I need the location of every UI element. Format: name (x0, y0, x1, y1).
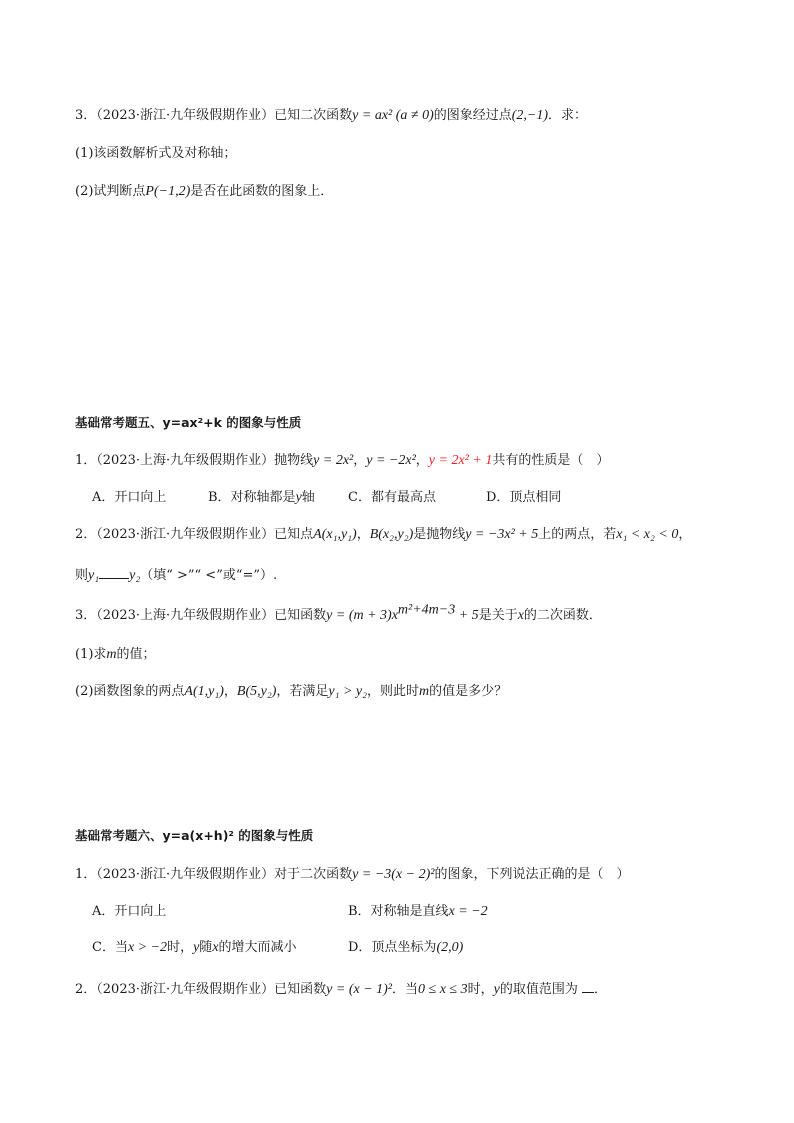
formula-highlighted: y = 2x² + 1 (428, 453, 493, 468)
option-c[interactable] (92, 939, 297, 957)
s6-q2-stem (75, 980, 607, 999)
formula: y₂ (129, 568, 141, 583)
part-text: 的值是多少？ (429, 684, 508, 699)
formula: 0 ≤ x ≤ 3 (418, 982, 468, 997)
formula: y (493, 982, 500, 997)
part-text: 的值； (116, 647, 156, 662)
formula: y = (x − 1)² (326, 982, 392, 997)
option-d[interactable] (348, 939, 463, 957)
question-source: （2023·上海·九年级假期作业） (96, 608, 275, 623)
separator: ， (223, 684, 237, 699)
formula: y₁ (88, 568, 100, 583)
stem-text: 共有的性质是（ ） (492, 453, 610, 468)
formula: x₁ < x₂ < 0 (616, 527, 679, 542)
question-source: （2023·上海·九年级假期作业） (96, 453, 275, 468)
stem-text: 的图象经过点 (433, 108, 512, 123)
formula: y₁ > y₂ (328, 684, 367, 699)
formula: y = 2x² (313, 453, 354, 468)
stem-text: 已知二次函数 (274, 108, 353, 123)
stem-text: 的取值范围为 (499, 982, 578, 997)
option-text: 轴 (301, 490, 315, 505)
question-number: 2． (75, 527, 97, 542)
stem-text: 上的两点，若 (538, 527, 617, 542)
option-text: B．对称轴都是 (208, 490, 296, 505)
question-source: （2023·浙江·九年级假期作业） (96, 982, 275, 997)
formula: y = (m + 3)x (326, 608, 398, 623)
s6-q1-stem (75, 866, 629, 884)
option-d[interactable]: D．顶点相同 (486, 490, 562, 505)
option-text: 时， (167, 940, 194, 955)
stem-text: 已知函数 (274, 982, 327, 997)
stem-text: 是关于 (478, 608, 518, 623)
option-text: 的增大而减小 (218, 940, 297, 955)
answer-blank[interactable] (582, 980, 594, 993)
s1-q3-part1 (75, 145, 236, 163)
question-number: 3． (75, 608, 97, 623)
part-text: ，则此时 (367, 684, 420, 699)
option-text: D．顶点坐标为 (348, 940, 437, 955)
formula: P(−1,2) (145, 184, 191, 199)
formula: x > −2 (127, 940, 168, 955)
section-heading-5: 基础常考题五、y=ax²+k 的图象与性质 (75, 415, 302, 430)
s5-q3-stem (75, 602, 602, 625)
stem-text: 是抛物线 (413, 527, 466, 542)
formula: y (193, 940, 200, 955)
part-text: (1)求 (75, 647, 107, 662)
stem-text: 对于二次函数 (274, 867, 353, 882)
separator: ， (356, 527, 370, 542)
formula: x (517, 608, 524, 623)
formula: y = −3(x − 2)² (352, 867, 435, 882)
stem-text: 时， (467, 982, 494, 997)
s5-q2-stem (75, 526, 691, 544)
formula: y (295, 490, 302, 505)
option-a[interactable]: A．开口向上 (92, 904, 167, 919)
part-text: 是否在此函数的图象上． (190, 184, 334, 199)
s1-q3-part2 (75, 183, 333, 201)
stem-text: 已知点 (274, 527, 314, 542)
formula: y = −3x² + 5 (465, 527, 539, 542)
formula: (2,0) (436, 940, 464, 955)
stem-text: 已知函数 (274, 608, 327, 623)
option-c[interactable]: C．都有最高点 (348, 490, 436, 505)
answer-blank[interactable] (99, 566, 129, 579)
formula: x = −2 (448, 904, 488, 919)
separator: ， (415, 453, 429, 468)
question-number: 2． (75, 982, 97, 997)
stem-text: 抛物线 (274, 453, 314, 468)
formula: (2,−1) (511, 108, 549, 123)
s5-q1-stem (75, 452, 609, 470)
formula: A(x₁,y₁) (313, 527, 357, 542)
formula: B(5,y₂) (236, 684, 277, 699)
stem-text: （填“ >”“ <”或“=”）. (140, 568, 278, 583)
part-text: (2)试判断点 (75, 184, 146, 199)
part-text: (1)该函数解析式及对称轴； (75, 146, 237, 161)
question-number: 3． (75, 108, 97, 123)
option-b[interactable] (348, 903, 488, 921)
question-number: 1． (75, 867, 97, 882)
part-text: (2)函数图象的两点 (75, 684, 185, 699)
stem-text: ， (678, 527, 692, 542)
formula: x (212, 940, 219, 955)
option-text: B．对称轴是直线 (348, 904, 449, 919)
option-text: C．当 (92, 940, 128, 955)
section-heading-6: 基础常考题六、y=a(x+h)² 的图象与性质 (75, 828, 314, 843)
option-b[interactable] (208, 489, 315, 507)
question-source: （2023·浙江·九年级假期作业） (96, 867, 275, 882)
formula: A(1,y₁) (184, 684, 224, 699)
option-text: 随 (199, 940, 213, 955)
formula: B(x₂,y₂) (369, 527, 414, 542)
stem-text: 的图象，下列说法正确的是（ ） (434, 867, 630, 882)
stem-text: 则 (75, 568, 89, 583)
stem-text: ． (594, 982, 608, 997)
question-source: （2023·浙江·九年级假期作业） (96, 527, 275, 542)
separator: ， (353, 453, 367, 468)
s5-q2-line2 (75, 566, 277, 585)
option-a[interactable]: A．开口向上 (92, 490, 167, 505)
formula: m (106, 647, 117, 662)
formula: y = −2x² (366, 453, 416, 468)
question-source: （2023·浙江·九年级假期作业） (96, 108, 275, 123)
question-number: 1． (75, 453, 97, 468)
s5-q3-part1 (75, 646, 156, 664)
formula-exponent: m²+4m−3 (397, 602, 456, 618)
s1-q3-stem (75, 107, 587, 125)
formula: y = ax² (a ≠ 0) (352, 108, 434, 123)
part-text: ，若满足 (276, 684, 329, 699)
stem-text: ．求： (548, 108, 588, 123)
stem-text: 的二次函数． (523, 608, 602, 623)
s5-q3-part2 (75, 683, 507, 701)
formula: m (419, 684, 430, 699)
formula: + 5 (455, 608, 479, 623)
stem-text: ．当 (392, 982, 419, 997)
